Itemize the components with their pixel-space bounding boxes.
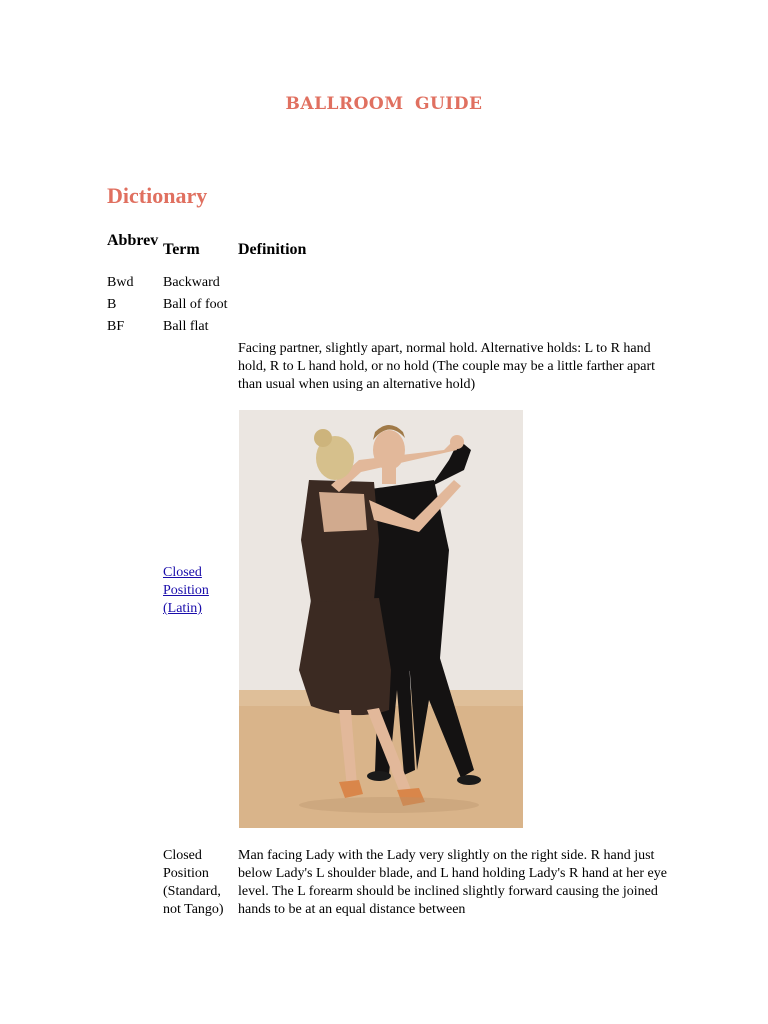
header-definition: Definition [238, 241, 307, 258]
dancing-couple-photo [239, 410, 523, 828]
row-term: Closed Position (Standard, not Tango) [163, 848, 224, 917]
row-term: Backward [163, 275, 220, 290]
page-title: BALLROOM GUIDE [285, 94, 483, 114]
row-definition: Facing partner, slightly apart, normal hold. Alternative holds: L to R hand hold, R to L hand hold, or no hold (The couple may be a little farther apart than usual when using an alternative hold) [238, 341, 656, 392]
row-term: Ball flat [163, 319, 209, 334]
row-abbrev: Bwd [107, 275, 134, 290]
section-heading-dictionary: Dictionary [107, 183, 208, 208]
closed-position-latin-link[interactable]: Closed Position (Latin) [163, 565, 209, 616]
row-abbrev: BF [107, 319, 125, 334]
row-definition: Man facing Lady with the Lady very slightly on the right side. R hand just below Lady's L shoulder blade, and L hand holding Lady's R hand at her eye level. The L forearm should be inclined slightly forward causing the joined hands to be at an equal distance between [238, 848, 667, 917]
header-abbrev: Abbrev [107, 232, 159, 249]
header-term: Term [163, 241, 200, 258]
row-abbrev: B [107, 297, 117, 312]
row-term: Ball of foot [163, 297, 228, 312]
